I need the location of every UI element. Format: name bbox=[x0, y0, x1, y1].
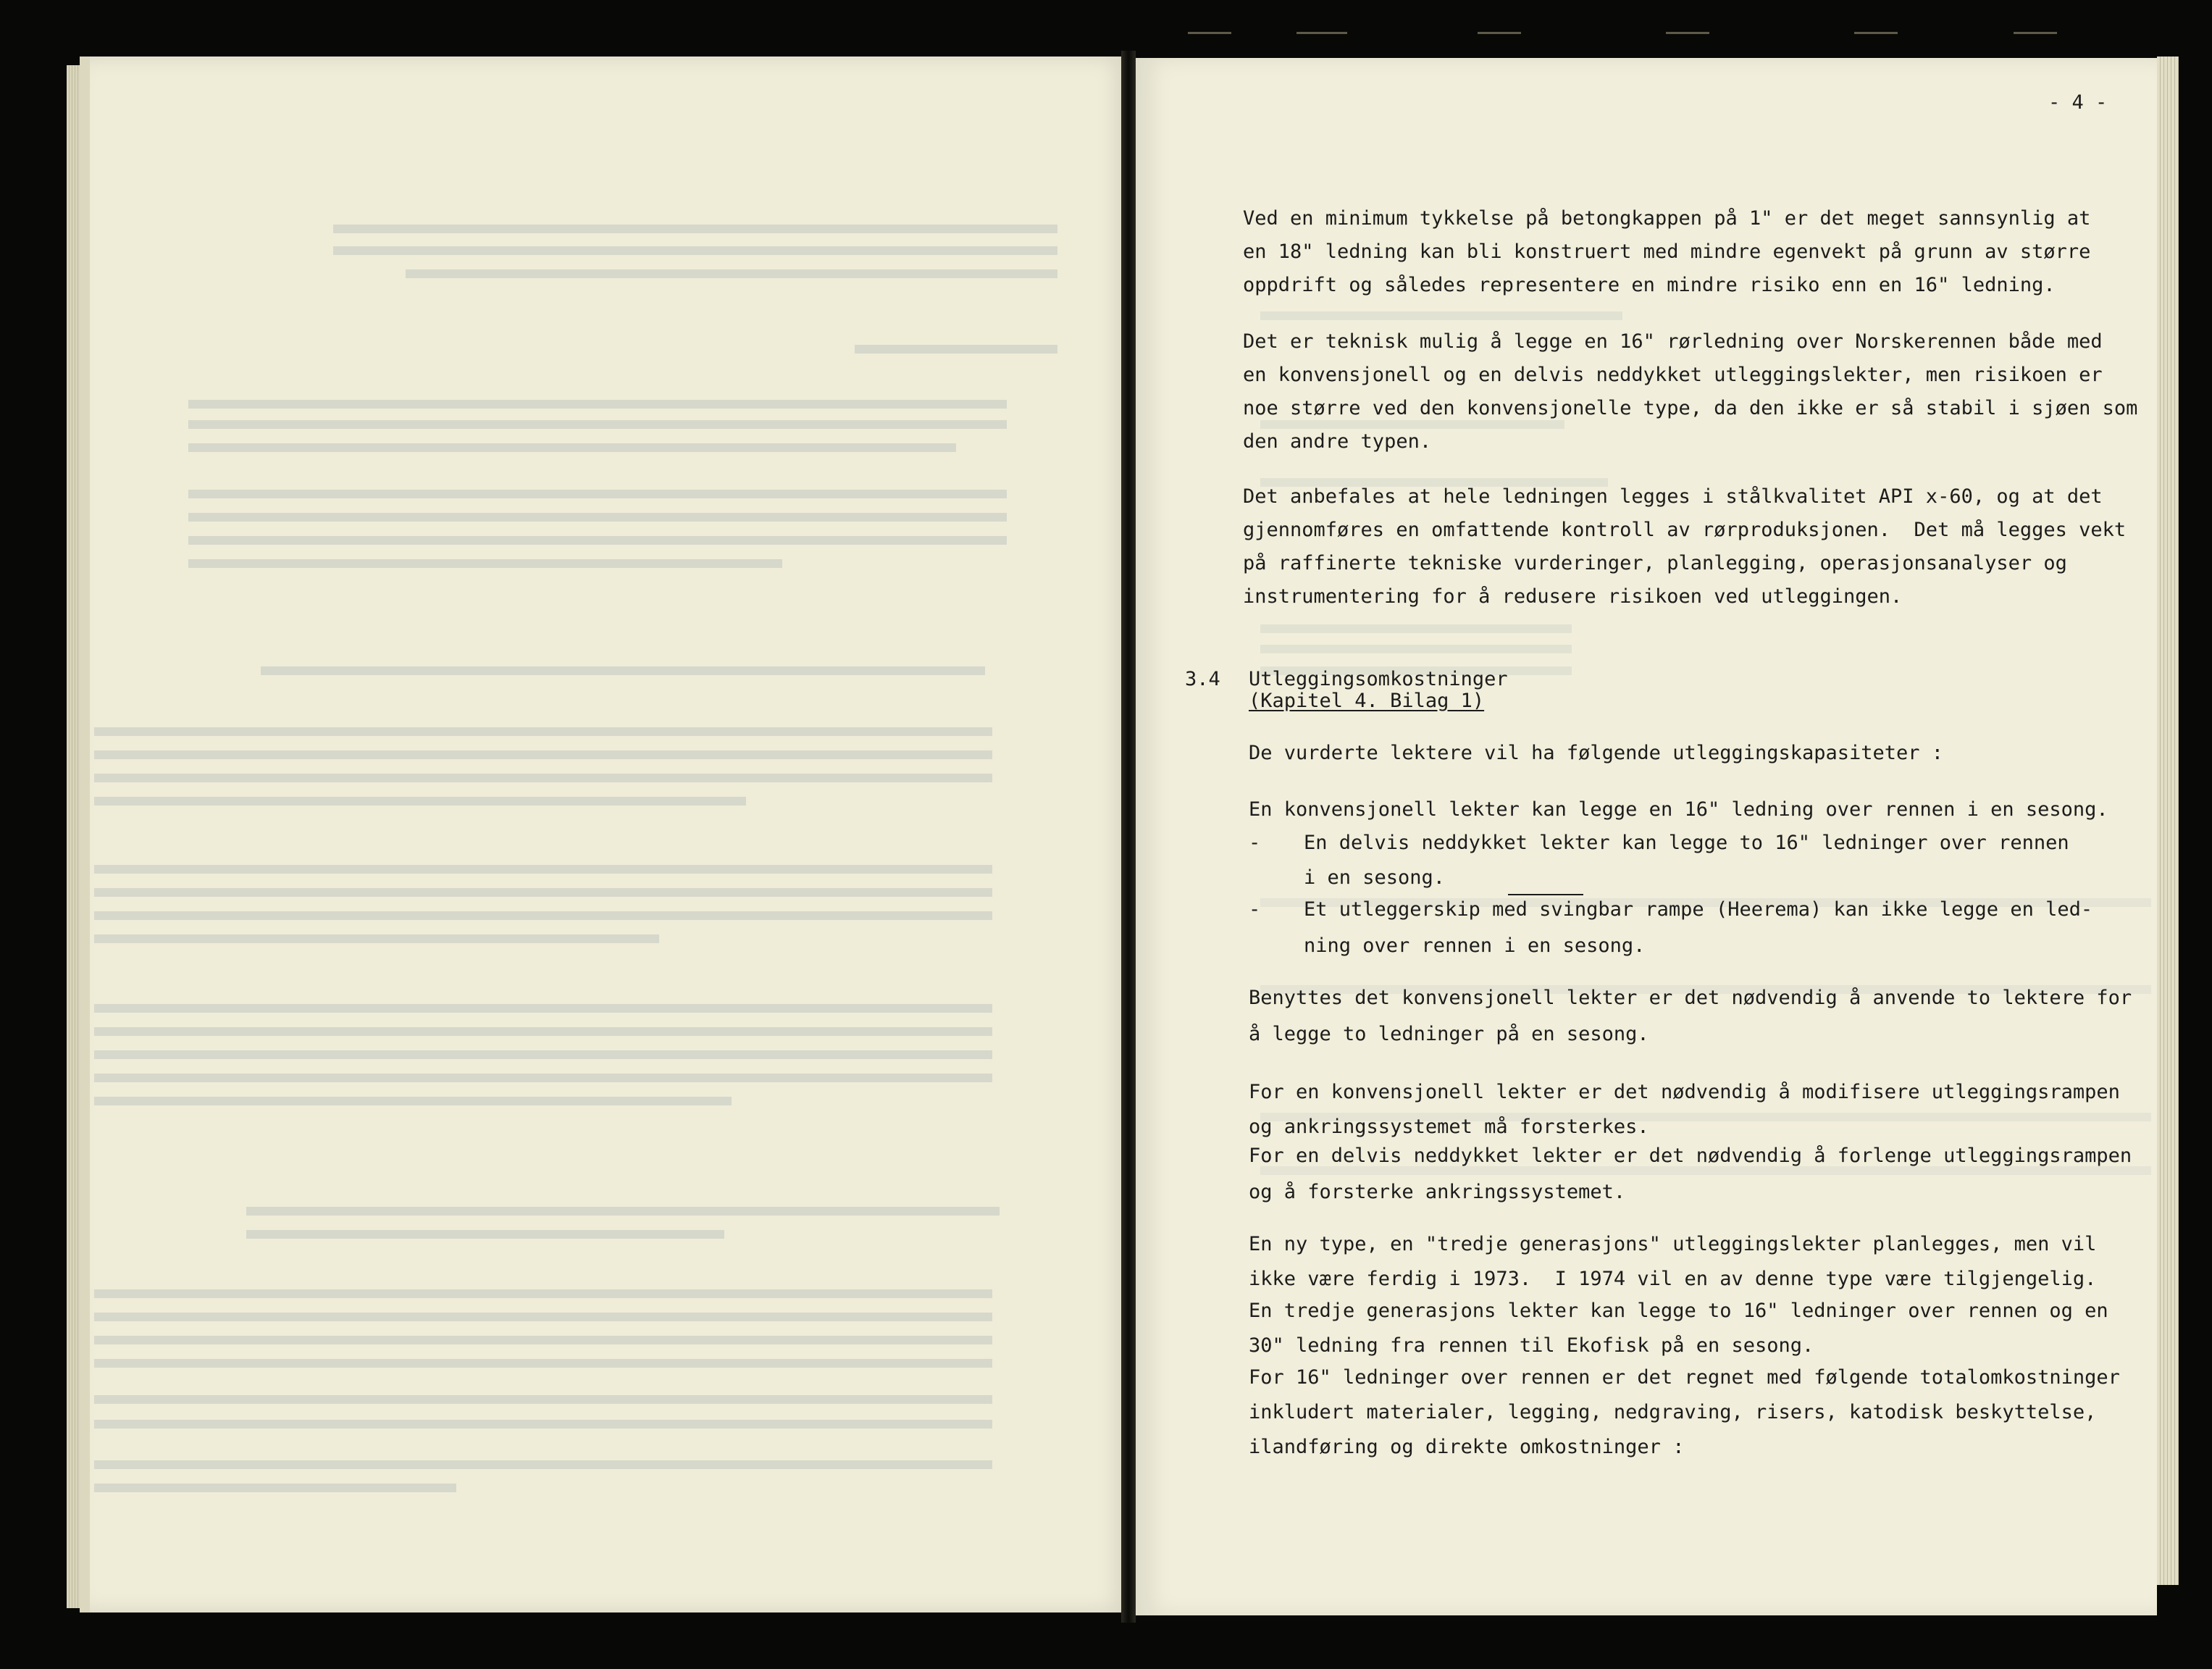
text-line: De vurderte lektere vil ha følgende utleggingskapasiteter : bbox=[1249, 742, 1944, 764]
text-line: ikke være ferdig i 1973. I 1974 vil en av denne type være tilgjengelig. bbox=[1249, 1268, 2097, 1290]
text-line: gjennomføres en omfattende kontroll av rørproduksjonen. Det må legges vekt bbox=[1243, 519, 2127, 541]
text-line: 30" ledning fra rennen til Ekofisk på en sesong. bbox=[1249, 1334, 1814, 1357]
scan-mark bbox=[1666, 32, 1709, 34]
text-line: Et utleggerskip med svingbar rampe (Heerema) kan ikke legge en led- bbox=[1304, 898, 2093, 921]
text-line: en 18" ledning kan bli konstruert med mindre egenvekt på grunn av større bbox=[1243, 240, 2091, 263]
text-line: ning over rennen i en sesong. bbox=[1304, 934, 1646, 957]
text-line: på raffinerte tekniske vurderinger, planlegging, operasjonsanalyser og bbox=[1243, 552, 2067, 574]
left-page bbox=[80, 57, 1131, 1612]
text-line: i en sesong. bbox=[1304, 866, 1446, 889]
right-page-edges bbox=[2157, 57, 2179, 1585]
page-number: - 4 - bbox=[2048, 91, 2108, 114]
text-line: en konvensjonell og en delvis neddykket utleggingslekter, men risikoen er bbox=[1243, 364, 2103, 386]
text-line: instrumentering for å redusere risikoen ved utleggingen. bbox=[1243, 585, 1903, 608]
text-line: En delvis neddykket lekter kan legge to 16" ledninger over rennen bbox=[1304, 832, 2069, 854]
text-line: En tredje generasjons lekter kan legge to 16" ledninger over rennen og en bbox=[1249, 1300, 2108, 1322]
scan-mark bbox=[2014, 32, 2057, 34]
left-page-edges bbox=[67, 65, 81, 1608]
text-line: inkludert materialer, legging, nedgraving, risers, katodisk beskyttelse, bbox=[1249, 1401, 2097, 1423]
scan-mark bbox=[1296, 32, 1347, 34]
bullet-dash: - bbox=[1249, 898, 1261, 921]
scan-mark bbox=[1478, 32, 1521, 34]
text-line: og ankringssystemet må forsterkes. bbox=[1249, 1116, 1649, 1138]
text-line: å legge to ledninger på en sesong. bbox=[1249, 1023, 1649, 1045]
bullet-dash: - bbox=[1249, 832, 1261, 854]
text-line: og å forsterke ankringssystemet. bbox=[1249, 1181, 1626, 1203]
text-line: Det er teknisk mulig å legge en 16" rørledning over Norskerennen både med bbox=[1243, 330, 2103, 353]
text-line: den andre typen. bbox=[1243, 430, 1432, 453]
text-line: Benyttes det konvensjonell lekter er det nødvendig å anvende to lektere for bbox=[1249, 987, 2132, 1009]
handwritten-underline bbox=[1508, 894, 1583, 895]
text-line: oppdrift og således representere en mindre risiko enn en 16" ledning. bbox=[1243, 274, 2056, 296]
text-line: Ved en minimum tykkelse på betongkappen på 1" er det meget sannsynlig at bbox=[1243, 207, 2091, 230]
text-line: For 16" ledninger over rennen er det regnet med følgende totalomkostninger bbox=[1249, 1366, 2120, 1389]
scan-mark bbox=[1854, 32, 1898, 34]
text-line: ilandføring og direkte omkostninger : bbox=[1249, 1436, 1685, 1458]
text-line: noe større ved den konvensjonelle type, da den ikke er så stabil i sjøen som bbox=[1243, 397, 2138, 419]
text-line: For en konvensjonell lekter er det nødvendig å modifisere utleggingsrampen bbox=[1249, 1081, 2120, 1103]
text-line: For en delvis neddykket lekter er det nødvendig å forlenge utleggingsrampen bbox=[1249, 1145, 2132, 1167]
text-line: En ny type, en "tredje generasjons" utleggingslekter planlegges, men vil bbox=[1249, 1233, 2097, 1255]
book-gutter bbox=[1121, 51, 1136, 1623]
section-number: 3.4 bbox=[1185, 668, 1220, 690]
scan-mark bbox=[1188, 32, 1231, 34]
text-line: En konvensjonell lekter kan legge en 16" ledning over rennen i en sesong. bbox=[1249, 798, 2108, 821]
text-line: Det anbefales at hele ledningen legges i stålkvalitet API x-60, og at det bbox=[1243, 485, 2103, 508]
section-title: Utleggingsomkostninger bbox=[1249, 668, 1508, 690]
section-reference: (Kapitel 4. Bilag 1) bbox=[1249, 690, 1485, 712]
